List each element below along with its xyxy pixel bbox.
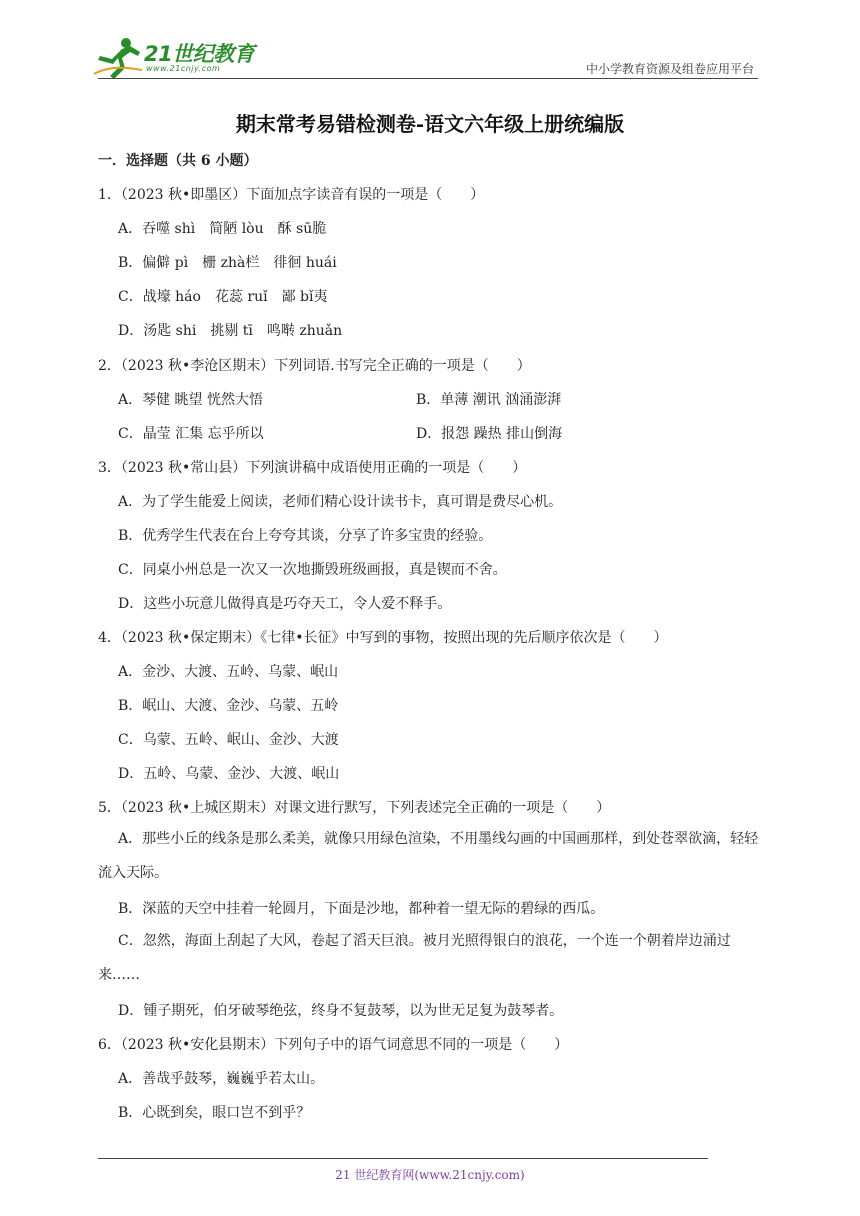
question-2-stem: 2．（2023 秋•李沧区期末）下列词语.书写完全正确的一项是（ ） (98, 358, 531, 374)
question-5-option-b: B．深蓝的天空中挂着一轮圆月，下面是沙地，都种着一望无际的碧绿的西瓜。 (118, 901, 605, 917)
question-1-option-a: A．吞噬 shì 简陋 lòu 酥 sū脆 (118, 221, 327, 237)
question-3-option-c: C．同桌小州总是一次又一次地撕毁班级画报，真是锲而不舍。 (118, 562, 507, 578)
platform-name: 中小学教育资源及组卷应用平台 (585, 62, 754, 76)
question-6-option-a: A．善哉乎鼓琴，巍巍乎若太山。 (118, 1071, 325, 1087)
question-2-option-a: A．琴健 眺望 恍然大悟 (118, 392, 264, 408)
question-5-option-a: A．那些小丘的线条是那么柔美，就像只用绿色渲染，不用墨线勾画的中国画那样，到处苍翠欲滴，轻轻流入天际。 (98, 831, 759, 881)
header-divider (98, 78, 758, 79)
question-4-option-a: A．金沙、大渡、五岭、乌蒙、岷山 (118, 664, 339, 680)
page-title: 期末常考易错检测卷-语文六年级上册统编版 (235, 112, 625, 136)
question-4-option-b: B．岷山、大渡、金沙、乌蒙、五岭 (118, 698, 339, 714)
logo-text: 21世纪教育 (144, 42, 255, 66)
question-1-option-d: D．汤匙 shi 挑剔 tī 鸣啭 zhuǎn (118, 323, 343, 339)
question-3-option-d: D．这些小玩意儿做得真是巧夺天工，令人爱不释手。 (118, 596, 452, 612)
question-3-option-a: A．为了学生能爱上阅读，老师们精心设计读书卡，真可谓是费尽心机。 (118, 494, 563, 510)
question-2-option-b: B．单薄 潮讯 汹涌澎湃 (416, 392, 562, 408)
question-4-stem: 4．（2023 秋•保定期末）《七律•长征》中写到的事物，按照出现的先后顺序依次是（ ） (98, 630, 668, 646)
question-3-stem: 3．（2023 秋•常山县）下列演讲稿中成语使用正确的一项是（ ） (98, 460, 527, 476)
footer-link[interactable]: 21 世纪教育网(www.21cnjy.com) (335, 1168, 525, 1182)
question-5-option-c: C．忽然，海面上刮起了大风，卷起了滔天巨浪。被月光照得银白的浪花，一个连一个朝着岸边涌过来…… (98, 933, 731, 983)
question-2-option-d: D．报怨 躁热 排山倒海 (416, 426, 563, 442)
question-1-option-c: C．战壕 háo 花蕊 ruǐ 鄙 bǐ夷 (118, 289, 328, 305)
runner-logo-icon (92, 34, 144, 80)
question-1-option-b: B．偏僻 pì 栅 zhà栏 徘徊 huái (118, 255, 337, 271)
logo-url: www.21cnjy.com (146, 64, 221, 73)
question-1-stem: 1．（2023 秋•即墨区）下面加点字读音有误的一项是（ ） (98, 187, 485, 203)
question-6-stem: 6．（2023 秋•安化县期末）下列句子中的语气词意思不同的一项是（ ） (98, 1037, 569, 1053)
question-5-option-d: D．锺子期死，伯牙破琴绝弦，终身不复鼓琴，以为世无足复为鼓琴者。 (118, 1003, 564, 1019)
question-5-stem: 5．（2023 秋•上城区期末）对课文进行默写，下列表述完全正确的一项是（ ） (98, 800, 611, 816)
section-heading: 一．选择题（共 6 小题） (98, 153, 258, 169)
page-header (0, 0, 860, 90)
question-4-option-d: D．五岭、乌蒙、金沙、大渡、岷山 (118, 766, 340, 782)
question-6-option-b: B．心既到矣，眼口岂不到乎？ (118, 1105, 311, 1121)
site-logo (92, 34, 262, 80)
question-4-option-c: C．乌蒙、五岭、岷山、金沙、大渡 (118, 732, 339, 748)
question-3-option-b: B．优秀学生代表在台上夸夸其谈，分享了许多宝贵的经验。 (118, 528, 493, 544)
footer-divider (98, 1158, 708, 1159)
question-2-option-c: C．晶莹 汇集 忘乎所以 (118, 426, 264, 442)
